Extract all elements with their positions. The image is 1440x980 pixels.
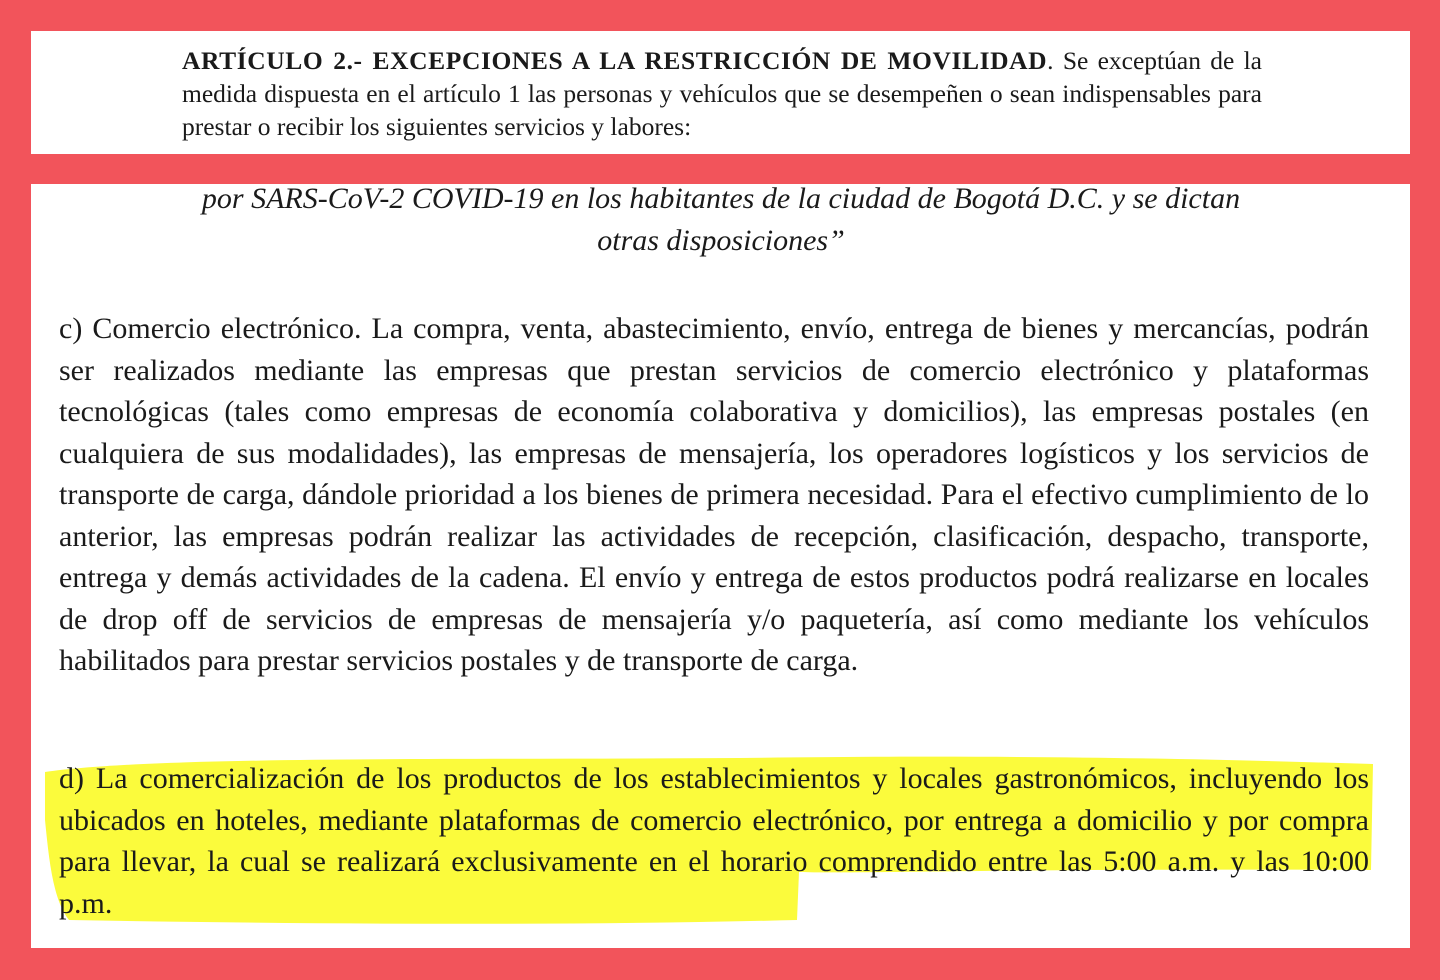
article-excerpt-panel bbox=[31, 31, 1410, 154]
decree-title-line-2: otras disposiciones” bbox=[597, 224, 845, 257]
article-body: . Se exceptúan de la medida dispuesta en el artículo 1 las personas y vehículos que se desempeñen o sean indispensables para prestar o recibir los siguientes servicios y labores: bbox=[182, 46, 1262, 141]
paragraph-c: c) Comercio electrónico. La compra, venta, abastecimiento, envío, entrega de bienes y mercancías, podrán ser realizados mediante las empresas que prestan servicios de comercio electrónico y plataformas tecnológicas (tales como empresas de economía colaborativa y domicilios), las empresas postales (en cualquiera de sus modalidades), las empresas de mensajería, los operadores logísticos y los servicios de transporte de carga, dándole prioridad a los bienes de primera necesidad. Para el efectivo cumplimiento de lo anterior, las empresas podrán realizar las actividades de recepción, clasificación, despacho, transporte, entrega y demás actividades de la cadena. El envío y entrega de estos productos podrá realizarse en locales de drop off de servicios de empresas de mensajería y/o paquetería, así como mediante los vehículos habilitados para prestar servicios postales y de transporte de carga. bbox=[59, 312, 1369, 677]
decree-title bbox=[71, 184, 1371, 262]
article-2-text bbox=[182, 44, 1262, 143]
paragraph-d: d) La comercialización de los productos de los establecimientos y locales gastronómicos, incluyendo los ubicados en hoteles, mediante plataformas de comercio electrónico, por entrega a domicilio y por compra para llevar, la cual se realizará exclusivamente en el horario comprendido entre las 5:00 a.m. y las 10:00 p.m. bbox=[59, 762, 1369, 920]
decree-title-line-1: por SARS-CoV-2 COVID-19 en los habitantes de la ciudad de Bogotá D.C. y se dictan bbox=[201, 184, 1241, 215]
article-heading: ARTÍCULO 2.- EXCEPCIONES A LA RESTRICCIÓN DE MOVILIDAD bbox=[182, 46, 1048, 75]
decree-excerpt-panel bbox=[31, 184, 1410, 948]
